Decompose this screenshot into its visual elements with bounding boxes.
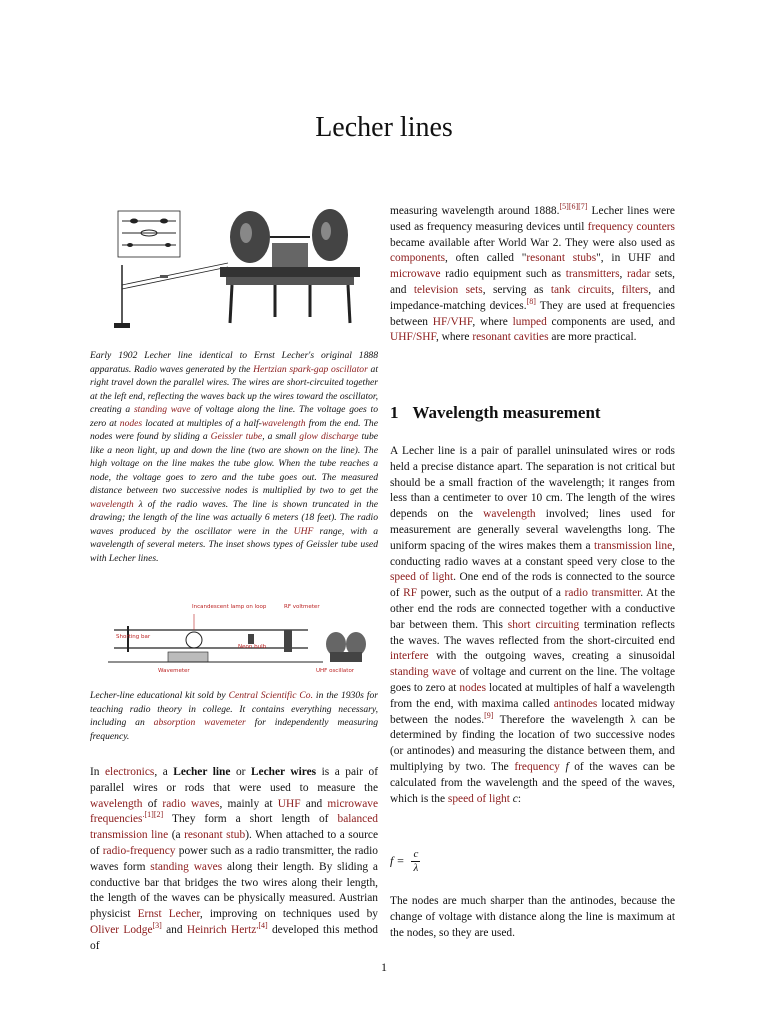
wiki-link[interactable]: television sets [413, 283, 483, 296]
wiki-link[interactable]: balanced transmission line [90, 813, 378, 842]
figure-1-caption-text [90, 349, 378, 565]
text-run: , [611, 283, 622, 296]
text-run: (a [168, 829, 185, 842]
text-run: became available after World War 2. They were also used as [390, 236, 675, 249]
text-run: : [517, 792, 521, 805]
wiki-link[interactable]: Geissler tube [210, 431, 263, 442]
continuation-paragraph [390, 204, 675, 346]
text-run: and [161, 923, 187, 936]
lecher-kit-diagram [108, 600, 378, 678]
wiki-link[interactable]: absorption wavemeter [153, 717, 246, 728]
wiki-link[interactable]: radio waves [162, 797, 220, 810]
citation-ref: [5][6][7] [559, 202, 588, 212]
wiki-link[interactable]: transmission line [594, 539, 673, 552]
text-run: developed this method of [90, 923, 378, 952]
equation [390, 848, 420, 875]
text-run: are more practical. [548, 331, 637, 344]
text-run: , serving as [482, 283, 551, 296]
wiki-link[interactable]: frequency counters [587, 220, 675, 233]
wiki-link[interactable]: wavelength [483, 508, 536, 521]
wiki-link[interactable]: standing wave [133, 404, 191, 415]
text-run: , and impedance-matching devices. [390, 283, 675, 312]
wiki-link[interactable]: radio-frequency [102, 844, 176, 857]
text-run: c [509, 792, 518, 805]
after-equation-text: The nodes are much sharper than the antinodes, because the change of voltage with distance along the line is maximum at the nodes, so they are used. [390, 895, 675, 939]
text-run: power such as a radio transmitter, the radio waves form [90, 844, 378, 873]
text-run: , a [154, 766, 174, 778]
text-run: involved; lines used for measurement are generally several wavelengths long. The uniform spacing of the wires makes them a [390, 508, 675, 552]
wiki-link[interactable]: components [390, 252, 446, 265]
after-equation-paragraph [390, 894, 675, 941]
text-run: In [90, 766, 105, 778]
wiki-link[interactable]: resonant stubs [526, 252, 597, 265]
text-run: Early 1902 Lecher line identical to Ernst Lecher's original 1888 apparatus. Radio waves generated by the [90, 350, 378, 375]
text-run: is a pair of parallel wires or rods that were used to measure the [90, 766, 378, 794]
text-run: , a small [262, 431, 300, 442]
text-run: ). When attached to a source of [90, 829, 378, 857]
wiki-link[interactable]: standing waves [150, 860, 223, 873]
text-run: of voltage along the line. The voltage goes to zero at [90, 404, 378, 429]
page-number: 1 [381, 960, 387, 974]
equation-denominator: λ [413, 862, 419, 874]
text-run: ", in UHF and [596, 252, 675, 265]
wiki-link[interactable]: HF/VHF [432, 315, 473, 328]
text-run: Lecher line [173, 766, 231, 778]
wiki-link[interactable]: microwave frequencies [90, 797, 379, 826]
figure-2-caption [90, 689, 378, 743]
wiki-link[interactable]: radio transmitter [564, 587, 641, 600]
wiki-link[interactable]: nodes [459, 681, 486, 694]
citation-ref: [3] [152, 921, 162, 931]
wiki-link[interactable]: interfere [390, 650, 429, 663]
equation-lhs: f = [390, 853, 405, 868]
text-run: Lecher wires [250, 766, 317, 778]
text-run: with the outgoing waves, creating a sinusoidal [428, 650, 675, 663]
text-run: . At the other end the rods are connected together with a conductive bar between them. This [390, 587, 676, 631]
wiki-link[interactable]: Hertzian spark-gap oscillator [253, 363, 368, 375]
label-wavemeter: Wavemeter [158, 668, 190, 674]
text-run: from the end. The nodes were found by sliding a [90, 417, 378, 442]
figure-2-image [108, 600, 378, 678]
text-run: at right travel down the parallel wires. The wires are short-circuited together at the left end, reflecting the waves back up the wires toward the oscillator, creating a [90, 363, 378, 415]
continuation-text [390, 204, 675, 346]
section-body-text [390, 444, 675, 807]
text-run: and [300, 797, 328, 810]
label-neon: Neon bulb [238, 644, 267, 650]
wiki-link[interactable]: wavelength [90, 498, 134, 510]
text-run: of [142, 797, 163, 810]
wiki-link[interactable]: antinodes [553, 697, 598, 710]
wiki-link[interactable]: wavelength [90, 797, 143, 810]
text-run: , where [435, 331, 473, 344]
text-run: Lecher-line educational kit sold by [90, 690, 229, 701]
text-run: for independently measuring frequency. [90, 717, 378, 742]
wiki-link[interactable]: UHF [293, 525, 314, 537]
equation-numerator: c [413, 848, 419, 860]
citation-ref: [8] [526, 296, 536, 306]
wiki-link[interactable]: nodes [119, 417, 143, 429]
label-uhf: UHF oscillator [316, 668, 355, 674]
text-run: power, such as the output of a [417, 587, 565, 600]
intro-paragraph [90, 765, 378, 955]
text-run: , conducting radio waves at a constant speed very close to the [390, 539, 675, 568]
text-run: termination reflects the waves. The waves reflected from the short-circuited end [390, 618, 675, 647]
wiki-link[interactable]: lumped [512, 315, 547, 328]
wiki-link[interactable]: glow discharge [299, 431, 359, 442]
wiki-link[interactable]: Oliver Lodge [90, 923, 153, 936]
wiki-link[interactable]: Ernst Lecher [137, 908, 200, 921]
label-rf: RF voltmeter [284, 604, 320, 610]
text-run: of the waves can be calculated from the wavelength and the speed of the waves, which is the [390, 760, 675, 805]
wiki-link[interactable]: radar [627, 268, 651, 281]
equation-fraction [411, 848, 420, 875]
text-run: located at multiples of a half- [142, 417, 262, 429]
figure-1-caption [90, 349, 378, 565]
text-run: A Lecher line is a pair of parallel uninsulated wires or rods held a precise distance apart. The separation is not critical but should be a small fraction of the wavelength; it ranges from less than a centimeter to over 10 cm. The length of the wires depends on the [390, 445, 675, 521]
wiki-link[interactable]: standing wave [390, 666, 457, 679]
wiki-link[interactable]: electronics [105, 766, 155, 778]
text-run: range, with a wavelength of several meters. The inset shows types of Geissler tube used with Lecher lines. [90, 525, 378, 564]
text-run: along their length. By sliding a conductive bar that bridges the two wires along their length, the length of the waves can be physically measured. Austrian physicist [90, 860, 378, 921]
text-run: or [230, 766, 251, 778]
intro-text [90, 765, 378, 955]
page-title: Lecher lines [315, 112, 453, 143]
citation-ref: .[1][2] [142, 810, 164, 820]
text-run: f [559, 760, 569, 773]
wiki-link[interactable]: transmitters [565, 268, 620, 281]
text-run: Therefore the wavelength λ can be determined by finding the location of two successive nodes (or antinodes) and measuring the distance between them, and multiplying by two. The [390, 713, 676, 773]
wiki-link[interactable]: speed of light [390, 571, 454, 584]
figure-2-caption-text [90, 689, 378, 743]
wiki-link[interactable]: microwave [390, 268, 441, 281]
wiki-link[interactable]: Heinrich Hertz [186, 923, 257, 936]
text-run: tube like a neon light, up and down the line (two are shown on the line). The high voltage on the line makes the tube glow. When the tube reaches a node, the voltage goes to zero and the tube goes out. The measured distance between two successive nodes is multiplied by two to get the [90, 431, 378, 496]
wiki-link[interactable]: RF [403, 587, 418, 600]
text-run: of voltage and current on the line. The voltage goes to zero at [390, 666, 676, 694]
text-run: They form a short length of [163, 813, 338, 826]
text-run: located at multiples of half a wavelength from the end, with maxima called [390, 681, 676, 710]
wiki-link[interactable]: resonant cavities [472, 331, 549, 344]
wiki-link[interactable]: resonant stub [184, 829, 246, 842]
text-run: located midway between the nodes. [390, 697, 675, 726]
lecher-apparatus-drawing [100, 205, 360, 335]
text-run: sets, and [390, 268, 675, 296]
wiki-link[interactable]: UHF/SHF [390, 331, 436, 344]
text-run: λ of the radio waves. The line is shown truncated in the drawing; the length of the line was actually 6 meters (18 feet). The radio waves produced by the oscillator were in the [90, 498, 378, 537]
text-run: , [619, 268, 627, 281]
wiki-link[interactable]: UHF [277, 797, 301, 810]
text-run: . One end of the rods is connected to the source of [390, 571, 675, 600]
wiki-link[interactable]: speed of light [447, 792, 510, 805]
text-run: measuring wavelength around 1888. [390, 205, 560, 217]
section-number: 1 [390, 403, 399, 422]
wiki-link[interactable]: frequency [514, 760, 560, 773]
text-run: in the 1930s for teaching radio theory in college. It contains everything necessary, including an [90, 690, 378, 728]
section-body [390, 444, 675, 807]
wiki-link[interactable]: tank circuits [550, 283, 612, 296]
text-run: radio equipment such as [440, 268, 566, 281]
wiki-link[interactable]: Central Scientific Co. [228, 690, 314, 701]
text-run: They are used at frequencies between [390, 299, 675, 328]
citation-ref: [9] [484, 710, 494, 720]
text-run: , mainly at [219, 797, 278, 810]
text-run: Lecher lines were used as frequency measuring devices until [390, 205, 675, 233]
text-run: , improving on techniques used by [199, 908, 378, 921]
citation-ref: ,[4] [256, 921, 268, 931]
section-heading [390, 403, 601, 423]
wiki-link[interactable]: filters [621, 283, 649, 296]
text-run: components are used, and [546, 315, 676, 328]
text-run: , where [472, 315, 513, 328]
section-title: Wavelength measurement [412, 403, 601, 422]
label-lamp: Incandescent lamp on loop [192, 604, 267, 610]
figure-1-image [100, 205, 360, 335]
wiki-link[interactable]: short circuiting [507, 618, 580, 631]
text-run: , often called " [445, 252, 527, 265]
label-shorting: Shorting bar [116, 634, 151, 640]
wiki-link[interactable]: wavelength [261, 417, 306, 429]
